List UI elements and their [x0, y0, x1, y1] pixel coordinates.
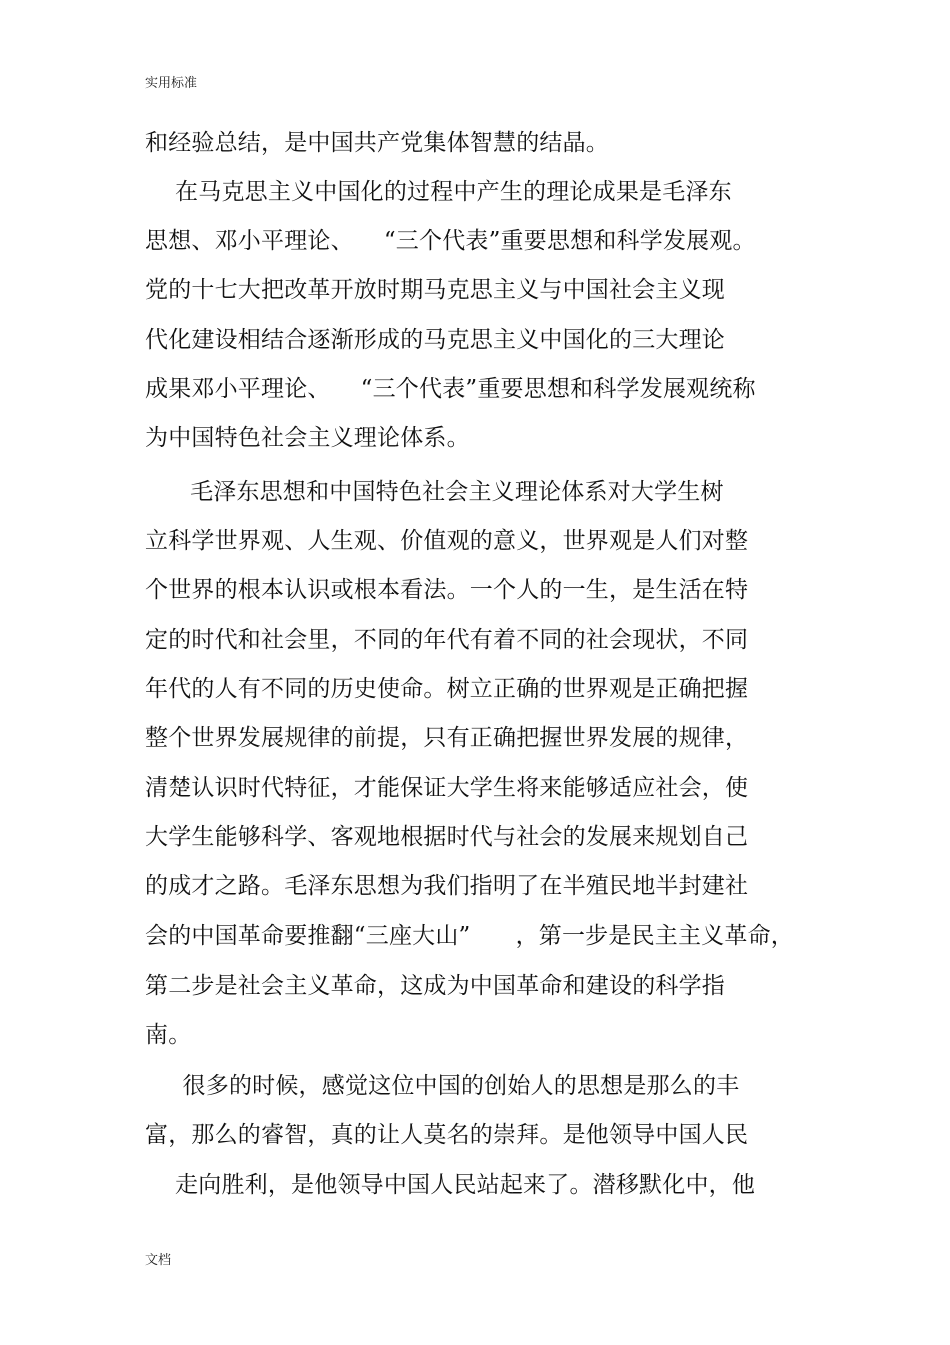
page-header: 实用标准 [145, 76, 198, 91]
paragraph-line: 富，那么的睿智，真的让人莫名的崇拜。是他领导中国人民 [145, 1122, 749, 1148]
paragraph-line: 党的十七大把改革开放时期马克思主义与中国社会主义现 [145, 277, 725, 303]
paragraph-line: 很多的时候，感觉这位中国的创始人的思想是那么的丰 [145, 1073, 740, 1099]
paragraph-line: 成果邓小平理论、 “三个代表”重要思想和科学发展观统称 [145, 376, 756, 402]
paragraph-line: 为中国特色社会主义理论体系。 [145, 425, 470, 451]
paragraph-line: 整个世界发展规律的前提，只有正确把握世界发展的规律， [145, 725, 749, 751]
paragraph-line: 的成才之路。毛泽东思想为我们指明了在半殖民地半封建社 [145, 873, 749, 899]
paragraph-line: 会的中国革命要推翻“三座大山” ，第一步是民主主义革命， [145, 923, 794, 949]
paragraph-line: 毛泽东思想和中国特色社会主义理论体系对大学生树 [145, 479, 724, 505]
paragraph-line: 清楚认识时代特征，才能保证大学生将来能够适应社会，使 [145, 775, 749, 801]
paragraph-line: 立科学世界观、人生观、价值观的意义，世界观是人们对整 [145, 528, 749, 554]
paragraph-line: 定的时代和社会里，不同的年代有着不同的社会现状，不同 [145, 627, 749, 653]
page-footer: 文档 [145, 1253, 172, 1268]
paragraph-line: 第二步是社会主义革命，这成为中国革命和建设的科学指 [145, 973, 725, 999]
paragraph-line: 和经验总结，是中国共产党集体智慧的结晶。 [145, 130, 609, 156]
paragraph-line: 在马克思主义中国化的过程中产生的理论成果是毛泽东 [145, 179, 732, 205]
paragraph-line: 思想、邓小平理论、 “三个代表”重要思想和科学发展观。 [145, 228, 756, 254]
paragraph-line: 大学生能够科学、客观地根据时代与社会的发展来规划自己 [145, 824, 749, 850]
paragraph-line: 走向胜利，是他领导中国人民站起来了。潜移默化中，他 [145, 1172, 756, 1198]
paragraph-line: 代化建设相结合逐渐形成的马克思主义中国化的三大理论 [145, 327, 725, 353]
paragraph-line: 南。 [145, 1022, 192, 1048]
paragraph-line: 年代的人有不同的历史使命。树立正确的世界观是正确把握 [145, 676, 749, 702]
paragraph-line: 个世界的根本认识或根本看法。一个人的一生，是生活在特 [145, 577, 749, 603]
